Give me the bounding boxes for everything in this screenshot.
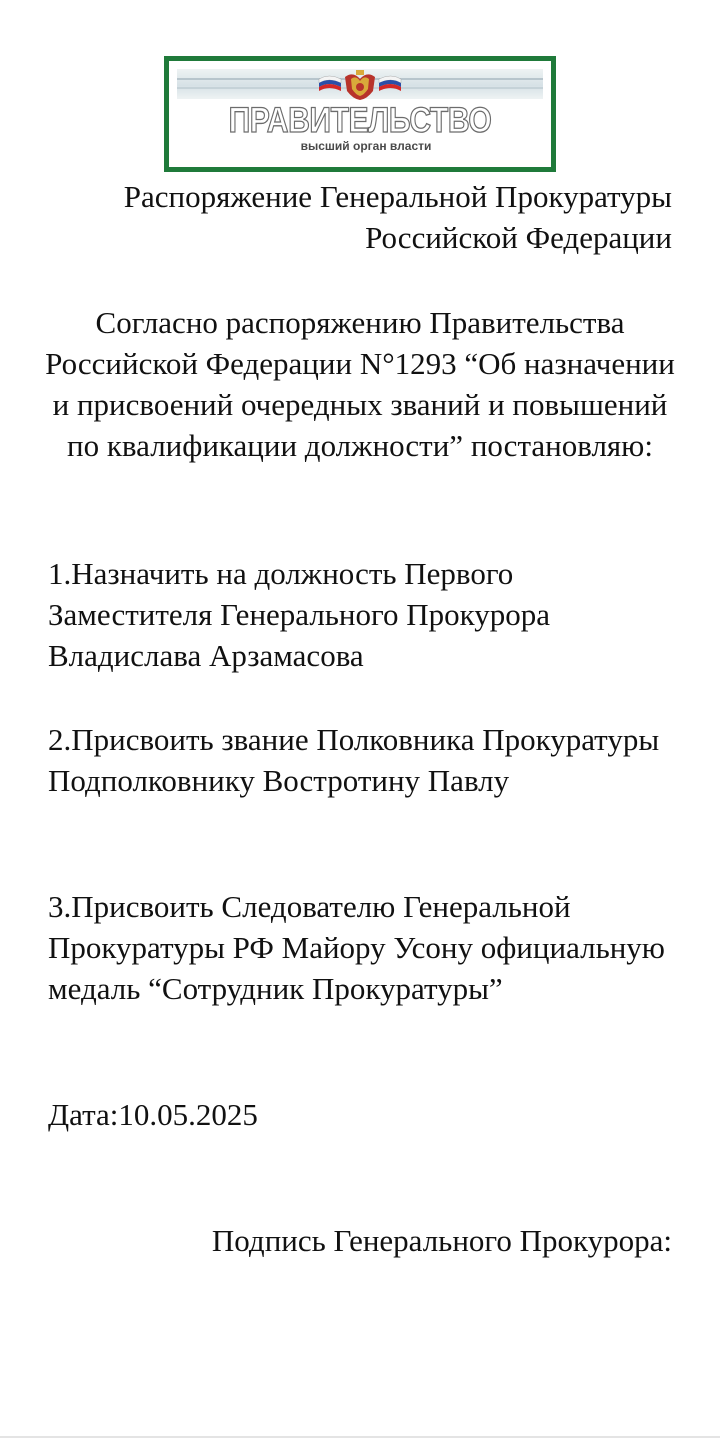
logo-subtitle: высший орган власти xyxy=(300,139,432,153)
order-item-2: 2.Присвоить звание Полковника Прокуратуры Подполковнику Востротину Павлу xyxy=(48,722,660,798)
document-date: Дата:10.05.2025 xyxy=(48,1097,258,1132)
signature-label: Подпись Генерального Прокурора: xyxy=(211,1223,672,1258)
order-item-1: 1.Назначить на должность Первого Заместителя Генерального Прокурора Владислава Арзамасова xyxy=(48,556,550,673)
bottom-divider xyxy=(0,1436,720,1438)
document-title: Распоряжение Генеральной Прокуратуры Российской Федерации xyxy=(123,179,672,255)
government-logo xyxy=(164,56,556,172)
eagle-emblem-icon xyxy=(315,69,405,101)
order-item-3: 3.Присвоить Следователю Генеральной Прокуратуры РФ Майору Усону официальную медаль “Сотрудник Прокуратуры” xyxy=(48,889,665,1006)
document-intro: Согласно распоряжению Правительства Российской Федерации N°1293 “Об назначении и присвоений очередных званий и повышений по квалификации должности” постановляю: xyxy=(45,305,675,463)
logo-wordmark: ПРАВИТЕЛЬСТВО xyxy=(228,101,492,140)
